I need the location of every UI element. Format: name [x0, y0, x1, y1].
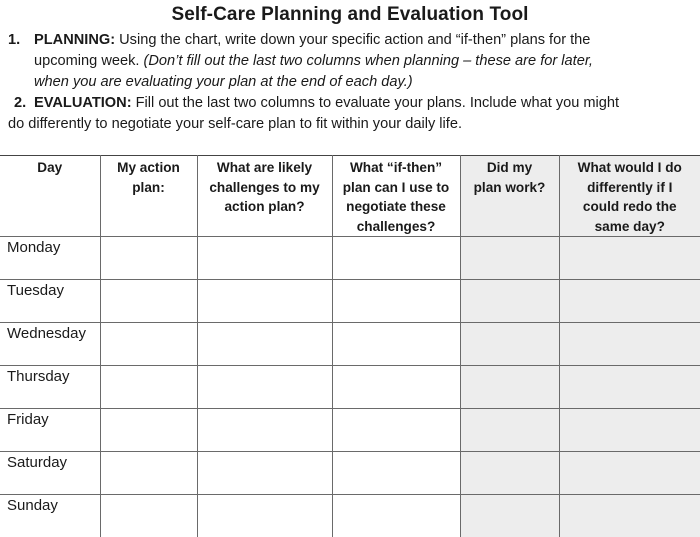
challenges-cell[interactable]	[197, 323, 332, 366]
col-header-line: could redo the	[582, 199, 677, 214]
do-differently-cell[interactable]	[559, 452, 700, 495]
if-then-cell[interactable]	[332, 495, 460, 537]
col-header-if-then	[332, 156, 460, 237]
col-header-line: action plan?	[224, 199, 305, 214]
do-differently-cell[interactable]	[559, 280, 700, 323]
planning-line-1	[34, 30, 590, 51]
planning-italic-3: when you are evaluating your plan at the end of each day.)	[34, 74, 413, 90]
col-header-line: What are likely	[216, 160, 313, 175]
table-row	[0, 323, 700, 366]
col-header-line: Day	[37, 160, 63, 175]
challenges-cell[interactable]	[197, 452, 332, 495]
planning-label: PLANNING:	[34, 32, 116, 48]
col-header-line: negotiate these	[346, 199, 446, 214]
col-header-day	[0, 156, 100, 237]
planning-number: 1.	[8, 32, 21, 48]
planning-text-1: Using the chart, write down your specific action and “if-then” plans for the	[115, 32, 591, 48]
col-header-line: What “if-then”	[349, 160, 443, 175]
did-plan-work-cell[interactable]	[460, 237, 559, 280]
col-header-line: same day?	[594, 218, 665, 234]
if-then-cell[interactable]	[332, 280, 460, 323]
challenges-cell[interactable]	[197, 409, 332, 452]
col-header-line: differently if I	[587, 179, 673, 195]
evaluation-number: 2.	[14, 95, 27, 111]
if-then-cell[interactable]	[332, 323, 460, 366]
day-label: Saturday	[0, 452, 100, 495]
col-header-line: challenges to my	[209, 179, 320, 195]
day-label: Tuesday	[0, 280, 100, 323]
col-header-line: Did my	[486, 160, 533, 175]
planning-text-2: upcoming week.	[34, 53, 144, 69]
evaluation-text-2: do differently to negotiate your self-care plan to fit within your daily life.	[8, 116, 463, 132]
action-plan-cell[interactable]	[100, 237, 197, 280]
did-plan-work-cell[interactable]	[460, 409, 559, 452]
table-row	[0, 409, 700, 452]
col-header-action-plan	[100, 156, 197, 237]
if-then-cell[interactable]	[332, 366, 460, 409]
planning-table	[0, 155, 700, 537]
col-header-line: What would I do	[577, 160, 682, 175]
col-header-line: challenges?	[356, 218, 436, 234]
col-header-challenges	[197, 156, 332, 237]
action-plan-cell[interactable]	[100, 366, 197, 409]
day-label: Wednesday	[0, 323, 100, 366]
do-differently-cell[interactable]	[559, 366, 700, 409]
col-header-line: plan can I use to	[342, 179, 450, 195]
evaluation-text-1: Fill out the last two columns to evaluate your plans. Include what you might	[131, 95, 620, 111]
if-then-cell[interactable]	[332, 409, 460, 452]
challenges-cell[interactable]	[197, 366, 332, 409]
planning-italic-2: (Don’t fill out the last two columns when planning – these are for later,	[143, 53, 593, 69]
action-plan-cell[interactable]	[100, 323, 197, 366]
day-label: Monday	[0, 237, 100, 280]
challenges-cell[interactable]	[197, 495, 332, 537]
action-plan-cell[interactable]	[100, 452, 197, 495]
planning-line-3	[34, 72, 413, 93]
table-row	[0, 452, 700, 495]
col-header-do-differently	[559, 156, 700, 237]
if-then-cell[interactable]	[332, 452, 460, 495]
challenges-cell[interactable]	[197, 280, 332, 323]
do-differently-cell[interactable]	[559, 409, 700, 452]
table-row	[0, 280, 700, 323]
evaluation-line-2	[8, 114, 462, 135]
day-label: Thursday	[0, 366, 100, 409]
do-differently-cell[interactable]	[559, 323, 700, 366]
evaluation-label: EVALUATION:	[34, 95, 132, 111]
day-label: Sunday	[0, 495, 100, 537]
if-then-cell[interactable]	[332, 237, 460, 280]
table-row	[0, 366, 700, 409]
do-differently-cell[interactable]	[559, 495, 700, 537]
did-plan-work-cell[interactable]	[460, 452, 559, 495]
do-differently-cell[interactable]	[559, 237, 700, 280]
challenges-cell[interactable]	[197, 237, 332, 280]
col-header-line: plan work?	[473, 179, 546, 195]
evaluation-line-1	[34, 93, 619, 114]
action-plan-cell[interactable]	[100, 409, 197, 452]
table-row	[0, 237, 700, 280]
planning-line-2	[34, 51, 593, 72]
col-header-did-plan-work	[460, 156, 559, 237]
action-plan-cell[interactable]	[100, 280, 197, 323]
table-row	[0, 495, 700, 537]
did-plan-work-cell[interactable]	[460, 280, 559, 323]
did-plan-work-cell[interactable]	[460, 323, 559, 366]
col-header-line: plan:	[132, 179, 165, 195]
action-plan-cell[interactable]	[100, 495, 197, 537]
col-header-line: My action	[117, 160, 180, 175]
header-row	[0, 156, 700, 237]
day-label: Friday	[0, 409, 100, 452]
did-plan-work-cell[interactable]	[460, 495, 559, 537]
did-plan-work-cell[interactable]	[460, 366, 559, 409]
page-title: Self-Care Planning and Evaluation Tool	[171, 4, 529, 25]
